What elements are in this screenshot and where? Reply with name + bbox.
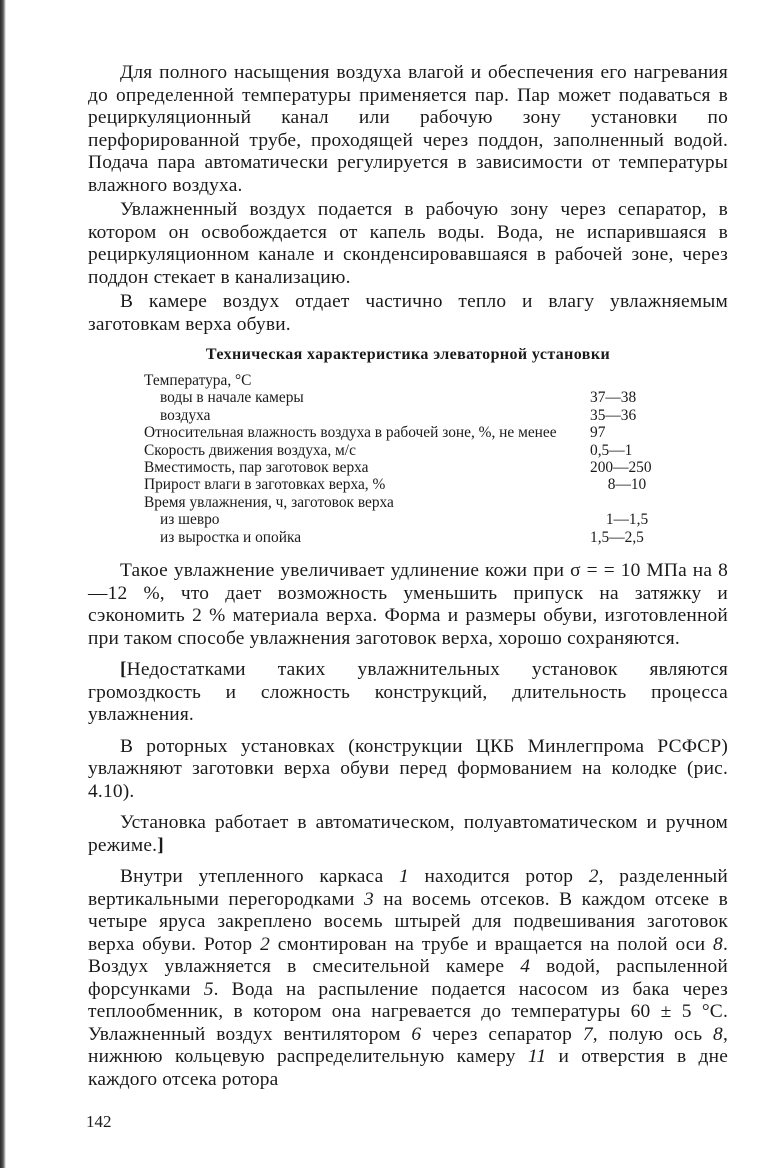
figure-ref: 7 xyxy=(582,1023,593,1045)
row-label: Время увлажнения, ч, заготовок верха xyxy=(144,493,394,511)
text-run: , нижнюю кольцевую распределительную камеру xyxy=(88,1023,728,1068)
paragraph-disadvantages-text: Недостатками таких увлажнительных установок являются громоздкость и сложность конструкций, длительность процесса увлажнения. xyxy=(88,659,728,726)
text-run: Внутри утепленного каркаса xyxy=(120,866,399,888)
row-value: 1—1,5 xyxy=(605,511,649,529)
row-value: 200—250 xyxy=(590,459,652,477)
book-page xyxy=(88,62,728,1091)
row-label: Вместимость, пар заготовок верха xyxy=(144,459,369,477)
row-label: Относительная влажность воздуха в рабочей зоне, %, не менее xyxy=(144,424,557,442)
table-row xyxy=(144,389,672,406)
figure-ref: 2 xyxy=(260,933,270,955)
text-run: смонтирован на трубе и вращается на полой оси xyxy=(269,933,714,955)
row-value xyxy=(582,494,672,511)
paragraph-elongation: Такое увлажнение увеличивает удлинение кожи при σ = = 10 МПа на 8—12 %, что дает возможность уменьшить припуск на затяжку и сэкономить 2 % материала верха. Форма и размеры обуви, изготовленной при таком способе увлажнения заготовок верха, хорошо сохраняются. xyxy=(88,560,728,649)
figure-ref: 8 xyxy=(713,933,723,955)
margin-bracket-open: [ xyxy=(120,659,127,681)
table-row xyxy=(144,494,672,511)
text-run: . Вода на распыление подается насосом из бака через теплообменник, в котором она нагревается до температуры 60 ± 5 °С. Увлажненный воздух вентилятором xyxy=(88,978,728,1045)
table-row xyxy=(144,407,672,424)
row-label: из шевро xyxy=(160,511,220,529)
figure-ref: 2 xyxy=(588,866,599,888)
figure-ref: 6 xyxy=(411,1023,422,1045)
table-row xyxy=(144,424,672,441)
row-label: воды в начале камеры xyxy=(160,389,304,407)
bottom-text-block xyxy=(88,560,728,1091)
row-value: 8—10 xyxy=(607,476,647,494)
table-row xyxy=(144,529,672,546)
table-title: Техническая характеристика элеваторной установки xyxy=(205,346,611,363)
figure-ref: 4 xyxy=(520,956,531,978)
top-text-block xyxy=(88,62,728,336)
table-row xyxy=(144,459,672,476)
margin-bracket-close: ] xyxy=(157,834,164,856)
paragraph-rotary: В роторных установках (конструкции ЦКБ Минлегпрома РСФСР) увлажняют заготовки верха обуви перед формованием на колодке (рис. 4.10). xyxy=(88,735,728,802)
table-row xyxy=(144,511,672,528)
text-run: , полую ось xyxy=(592,1023,714,1045)
text-run: . Воздух увлажняется в смесительной камере xyxy=(88,933,728,978)
figure-ref: 11 xyxy=(527,1046,547,1068)
row-value xyxy=(582,372,672,389)
scan-edge-shadow xyxy=(0,0,6,1168)
figure-ref: 5 xyxy=(203,978,214,1000)
paragraph-chamber: В камере воздух отдает частично тепло и влагу увлажняемым заготовкам верха обуви. xyxy=(88,291,728,335)
row-value: 97 xyxy=(590,424,606,442)
figure-ref: 1 xyxy=(398,866,409,888)
table-row xyxy=(144,476,672,493)
paragraph-disadvantages xyxy=(88,659,728,727)
row-label: воздуха xyxy=(160,406,211,424)
row-value: 0,5—1 xyxy=(590,441,633,459)
row-value: 35—36 xyxy=(590,406,637,424)
row-label: Температура, °С xyxy=(144,372,252,389)
row-value: 37—38 xyxy=(590,389,637,407)
text-run: на восемь отсеков. В каждом отсеке в четыре яруса закреплено восемь штырей для подвешивания заготовок верха обуви. Ротор xyxy=(88,888,728,955)
text-run: и отверстия в дне каждого отсека ротора xyxy=(88,1046,728,1090)
text-run: водой, распыленной форсунками xyxy=(88,956,728,1000)
row-label: из выростка и опойка xyxy=(160,528,302,546)
row-value: 1,5—2,5 xyxy=(590,528,644,546)
paragraph-rotor-description xyxy=(88,866,728,1091)
table-row xyxy=(144,442,672,459)
row-label: Скорость движения воздуха, м/с xyxy=(144,441,356,459)
paragraph-modes xyxy=(88,812,728,857)
paragraph-modes-text: Установка работает в автоматическом, полуавтоматическом и ручном режиме. xyxy=(88,812,728,856)
row-label: Прирост влаги в заготовках верха, % xyxy=(144,476,386,494)
page-number: 142 xyxy=(86,1112,112,1131)
paragraph-separator: Увлажненный воздух подается в рабочую зону через сепаратор, в котором он освобождается от капель воды. Вода, не испарившаяся в рециркуляционном канале и сконденсировавшаяся в рабочей зоне, через поддон стекает в канализацию. xyxy=(88,199,728,288)
paragraph-steam-supply: Для полного насыщения воздуха влагой и обеспечения его нагревания до определенной температуры применяется пар. Пар может подаваться в рециркуляционный канал или рабочую зону установки по перфорированной трубе, проходящей через поддон, заполненный водой. Подача пара автоматически регулируется в зависимости от температуры влажного воздуха. xyxy=(88,62,728,196)
table-row xyxy=(144,372,672,389)
text-run: через сепаратор xyxy=(421,1023,583,1045)
figure-ref: 3 xyxy=(363,888,374,910)
figure-ref: 8 xyxy=(713,1023,723,1045)
text-run: , разделенный вертикальными перегородками xyxy=(88,866,728,910)
text-run: находится ротор xyxy=(408,866,589,888)
spec-table xyxy=(144,372,672,546)
